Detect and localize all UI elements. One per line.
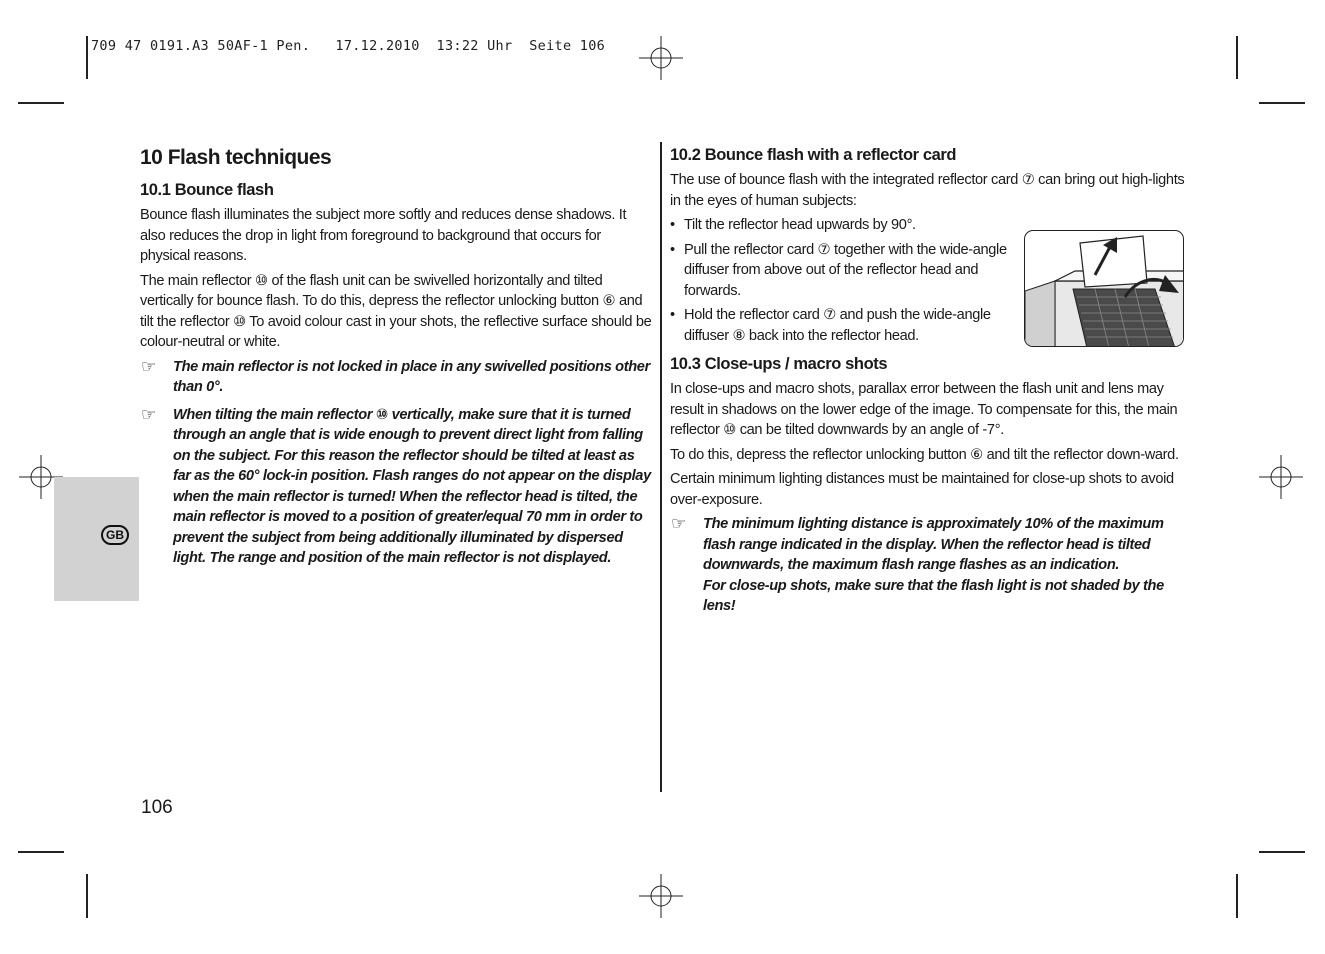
note-text: The main reflector is not locked in place in any swivelled positions other than 0°. [173, 358, 650, 395]
paragraph: Certain minimum lighting distances must be maintained for close-up shots to avoid over-exposure. [670, 471, 1174, 508]
registration-mark-icon [639, 36, 683, 80]
crop-mark [18, 851, 64, 853]
paragraph: Bounce flash illuminates the subject more softly and reduces dense shadows. It also reduces the drop in light from foreground to background that occurs for physical reasons. [140, 207, 627, 264]
page-number: 106 [141, 797, 173, 818]
pointing-hand-icon: ☞ [141, 356, 156, 376]
crop-mark [1236, 874, 1238, 918]
paragraph: The use of bounce flash with the integrated reflector card ⑦ can bring out high-lights in the eyes of human subjects: [670, 172, 1185, 209]
note-text: For close-up shots, make sure that the flash light is not shaded by the lens! [703, 577, 1164, 614]
crop-mark [1259, 851, 1305, 853]
reflector-card-illustration [1024, 230, 1184, 347]
section-heading-bounce-flash: 10.1 Bounce flash [140, 181, 274, 199]
note [670, 514, 1185, 617]
pointing-hand-icon: ☞ [141, 404, 156, 424]
column-divider [660, 142, 662, 792]
language-badge: GB [101, 525, 129, 545]
crop-mark [18, 102, 64, 104]
bullet-icon: • [670, 217, 675, 233]
section-heading-reflector-card: 10.2 Bounce flash with a reflector card [670, 146, 957, 164]
print-slug: 709 47 0191.A3 50AF-1 Pen. 17.12.2010 13:22 Uhr Seite 106 [91, 38, 606, 54]
crop-mark [86, 874, 88, 918]
crop-mark [1236, 36, 1238, 79]
bullet-icon: • [670, 241, 675, 258]
note-text: When tilting the main reflector ⑩ vertically, make sure that it is turned through an angle that is wide enough to prevent direct light from falling on the subject. For this reason the reflector should be tilted at least as far as the 60° lock-in position. Flash ranges do not appear on the display when the main reflector is turned! When the reflector head is tilted, the main reflector is moved to a position of greater/equal 70 mm in order to prevent the subject from being additionally illuminated by dispersed light. The range and position of the main reflector is not displayed. [173, 406, 651, 566]
list-item: • Tilt the reflector head upwards by 90°. [670, 215, 1185, 236]
list-item: • Pull the reflector card ⑦ together with the wide-angle diffuser from above out of the reflector head and forwards. [670, 241, 1007, 299]
pointing-hand-icon: ☞ [671, 514, 686, 533]
note [140, 405, 652, 569]
flash-head-drawing-icon [1025, 231, 1184, 347]
crop-mark [1259, 102, 1305, 104]
chapter-title: 10 Flash techniques [140, 146, 332, 169]
paragraph: In close-ups and macro shots, parallax error between the flash unit and lens may result in shadows on the lower edge of the image. To compensate for this, the main reflector ⑩ can be tilted downwards by an angle of -7°. [670, 381, 1178, 438]
registration-mark-icon [1259, 455, 1303, 499]
paragraph: The main reflector ⑩ of the flash unit can be swivelled horizontally and tilted vertically for bounce flash. To do this, depress the reflector unlocking button ⑥ and tilt the reflector ⑩ To avoid colour cast in your shots, the reflective surface should be colour-neutral or white. [140, 272, 652, 350]
list-item: • Hold the reflector card ⑦ and push the wide-angle diffuser ⑧ back into the reflector head. [670, 307, 991, 344]
section-heading-close-ups: 10.3 Close-ups / macro shots [670, 355, 888, 373]
right-column [670, 144, 1185, 624]
left-column [140, 144, 652, 576]
bullet-icon: • [670, 307, 675, 323]
note-text: The minimum lighting distance is approximately 10% of the maximum flash range indicated in the display. When the reflector head is tilted downwards, the maximum flash range flashes as an indication. [703, 516, 1164, 573]
note [140, 357, 652, 398]
crop-mark [86, 36, 88, 79]
paragraph: To do this, depress the reflector unlocking button ⑥ and tilt the reflector down-ward. [670, 446, 1179, 463]
registration-mark-icon [639, 874, 683, 918]
